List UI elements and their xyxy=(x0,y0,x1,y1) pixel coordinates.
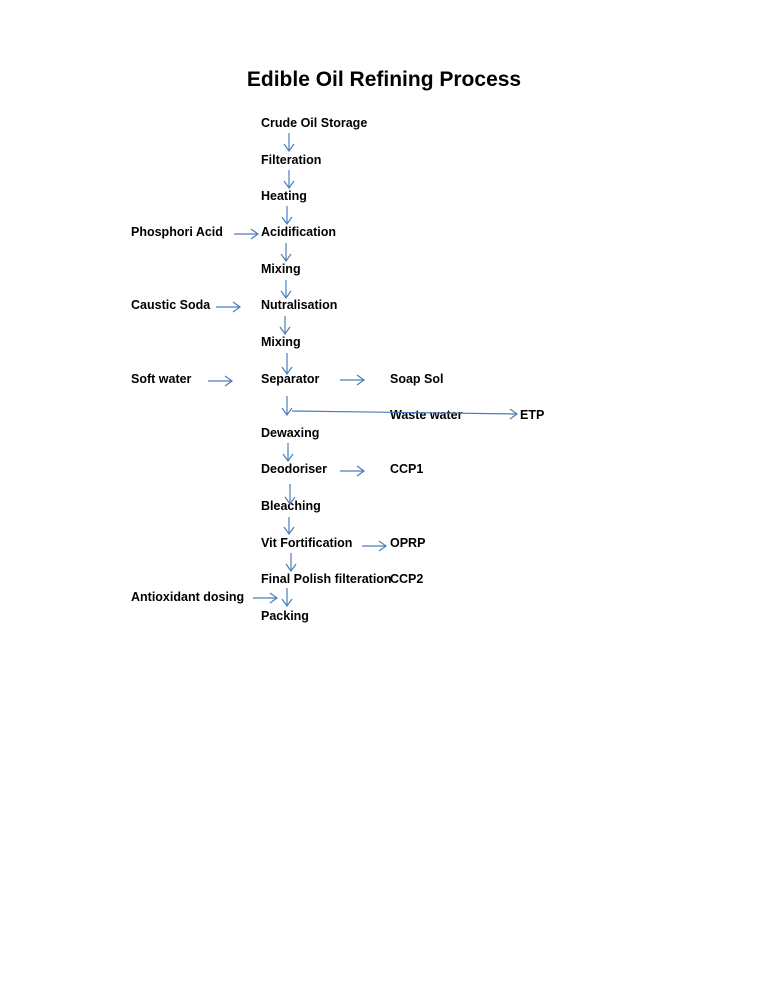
input-antioxidant-dosing: Antioxidant dosing xyxy=(131,590,245,604)
arrow-down-mixing-separator xyxy=(282,353,292,374)
step-mixing-2: Mixing xyxy=(261,335,301,349)
arrow-separator-soapsol xyxy=(340,375,364,385)
arrow-down-dewaxing-deodoriser xyxy=(283,443,293,461)
arrow-separator-etp xyxy=(292,409,517,419)
step-acidification: Acidification xyxy=(261,225,337,239)
arrow-down-nutralisation-mixing xyxy=(280,316,290,334)
step-crude-oil-storage: Crude Oil Storage xyxy=(261,116,368,130)
output-ccp2: CCP2 xyxy=(390,572,424,586)
step-deodoriser: Deodoriser xyxy=(261,462,327,476)
arrow-down-mixing-nutralisation xyxy=(281,280,291,298)
arrow-caustic-nutralisation xyxy=(216,302,240,312)
step-nutralisation: Nutralisation xyxy=(261,298,338,312)
arrow-down-deodoriser-bleaching xyxy=(285,484,295,504)
arrow-down-storage-filteration xyxy=(284,133,294,151)
output-soap-sol: Soap Sol xyxy=(390,372,444,386)
input-caustic-soda: Caustic Soda xyxy=(131,298,211,312)
page-title: Edible Oil Refining Process xyxy=(246,68,522,91)
step-filteration: Filteration xyxy=(261,153,322,167)
output-oprp: OPRP xyxy=(390,536,426,550)
output-waste-water: Waste water xyxy=(390,408,463,422)
arrow-down-bleaching-vit xyxy=(284,517,294,534)
arrow-down-separator-dewaxing xyxy=(282,396,292,415)
step-separator: Separator xyxy=(261,372,320,386)
step-packing: Packing xyxy=(261,609,309,623)
arrow-down-final-packing xyxy=(282,588,292,606)
arrow-down-heating-acidification xyxy=(282,206,292,224)
step-bleaching: Bleaching xyxy=(261,499,321,513)
input-soft-water: Soft water xyxy=(131,372,192,386)
input-phosphori-acid: Phosphori Acid xyxy=(131,225,223,239)
arrow-antioxidant-packing xyxy=(253,593,277,603)
arrow-softwater-separator xyxy=(208,376,232,386)
arrow-down-filteration-heating xyxy=(284,170,294,188)
step-mixing-1: Mixing xyxy=(261,262,301,276)
step-vit-fortification: Vit Fortification xyxy=(261,536,353,550)
arrow-vit-oprp xyxy=(362,541,386,551)
arrow-deodoriser-ccp1 xyxy=(340,466,364,476)
step-final-polish-filteration: Final Polish filteration xyxy=(261,572,392,586)
arrow-phosphori-acidification xyxy=(234,229,258,239)
output-etp: ETP xyxy=(520,408,545,422)
output-ccp1: CCP1 xyxy=(390,462,424,476)
step-dewaxing: Dewaxing xyxy=(261,426,320,440)
arrow-down-acidification-mixing xyxy=(281,243,291,261)
arrow-down-vit-final xyxy=(286,553,296,571)
step-heating: Heating xyxy=(261,189,307,203)
